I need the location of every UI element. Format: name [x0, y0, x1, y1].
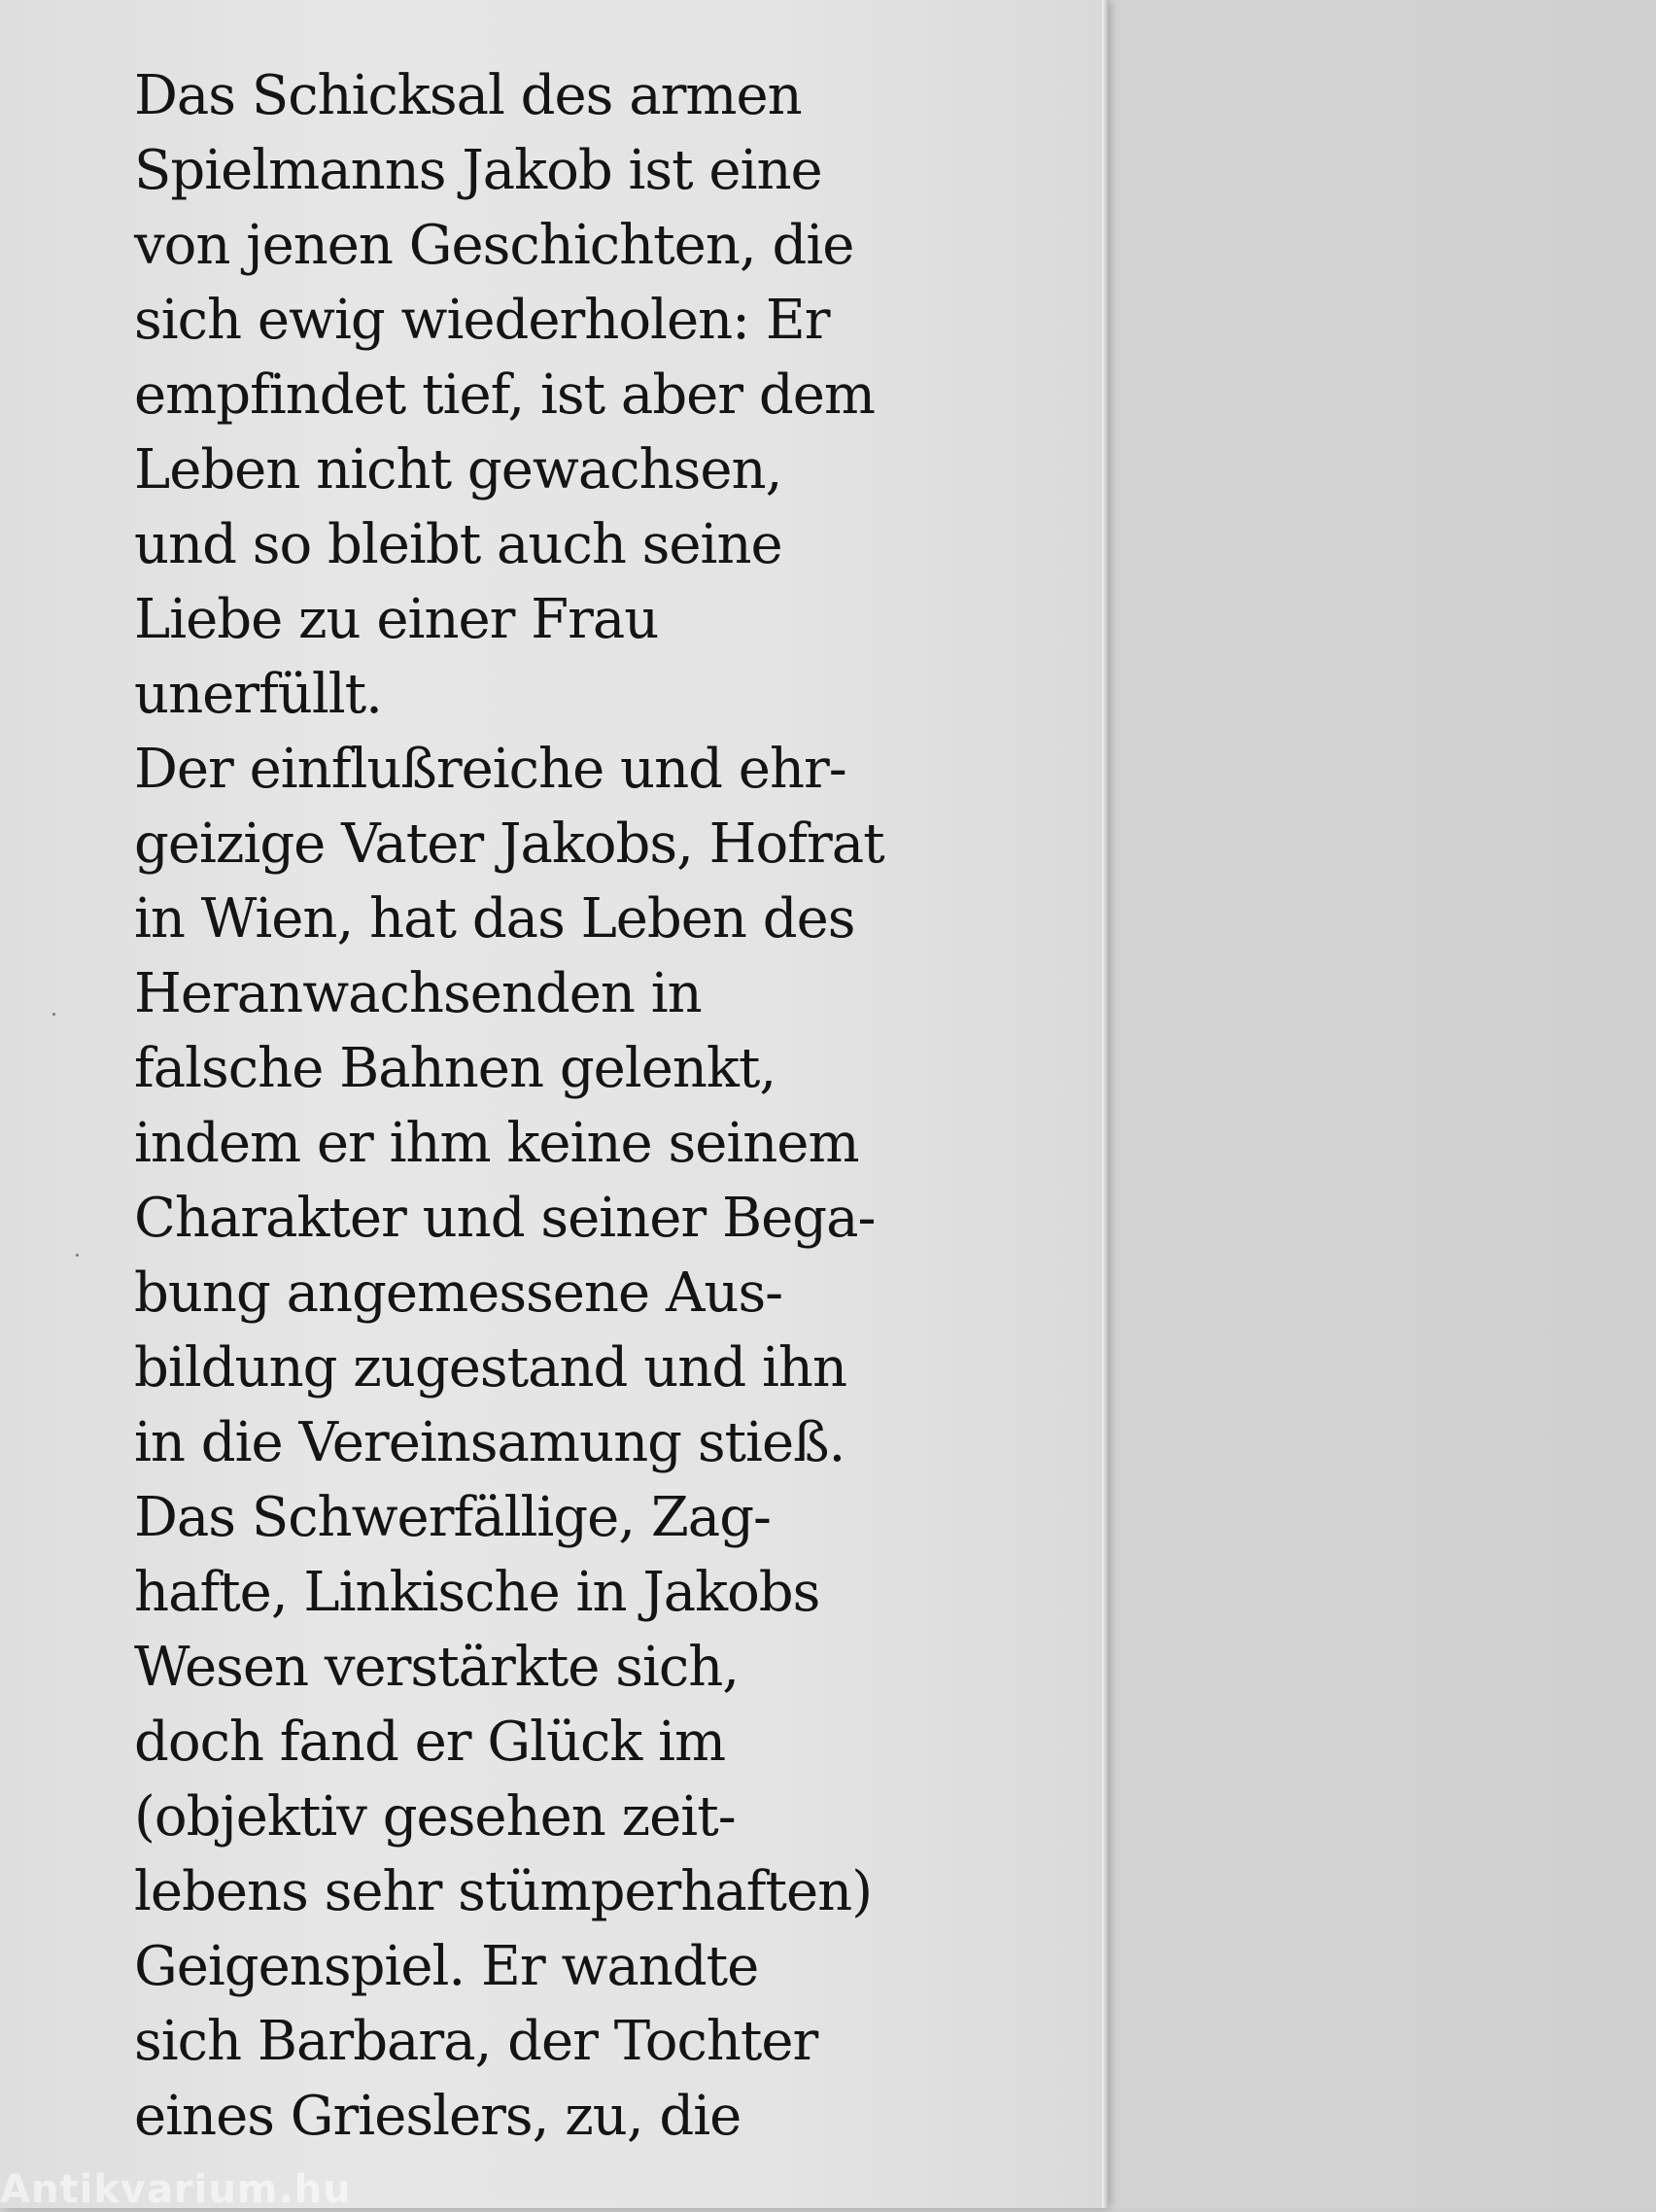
text-line: eines Grieslers, zu, die — [134, 2085, 742, 2148]
paper-speck — [52, 1013, 55, 1016]
text-line: empfindet tief, ist aber dem — [134, 363, 875, 427]
text-line: und so bleibt auch seine — [134, 513, 782, 576]
watermark: Antikvarium.hu — [0, 2167, 352, 2212]
text-line: Geigenspiel. Er wandte — [134, 1935, 759, 1998]
text-line: bildung zugestand und ihn — [134, 1336, 847, 1400]
text-line: lebens sehr stümperhaften) — [134, 1860, 873, 1923]
text-line: falsche Bahnen gelenkt, — [134, 1037, 776, 1100]
text-line: Der einflußreiche und ehr- — [134, 738, 846, 801]
text-line: in die Vereinsamung stieß. — [134, 1411, 845, 1474]
text-line: Wesen verstärkte sich, — [134, 1636, 740, 1699]
text-line: bung angemessene Aus- — [134, 1262, 783, 1325]
paper-speck — [76, 1254, 79, 1257]
text-line: in Wien, hat das Leben des — [134, 887, 855, 950]
text-line: Spielmanns Jakob ist eine — [134, 139, 822, 202]
text-line: von jenen Geschichten, die — [134, 214, 854, 277]
text-line: Charakter und seiner Bega- — [134, 1187, 876, 1250]
page-edge — [1102, 0, 1108, 2208]
text-line: sich Barbara, der Tochter — [134, 2010, 818, 2073]
text-line: doch fand er Glück im — [134, 1711, 726, 1774]
page-text-block — [134, 58, 1096, 2154]
text-line: Leben nicht gewachsen, — [134, 438, 782, 501]
text-line: indem er ihm keine seinem — [134, 1112, 859, 1175]
text-line: (objektiv gesehen zeit- — [134, 1785, 736, 1849]
text-line: unerfüllt. — [134, 663, 382, 726]
text-line: sich ewig wiederholen: Er — [134, 289, 830, 352]
text-line: Das Schicksal des armen — [134, 64, 802, 127]
text-line: Liebe zu einer Frau — [134, 588, 659, 651]
text-line: Das Schwerfällige, Zag- — [134, 1486, 771, 1549]
text-line: hafte, Linkische in Jakobs — [134, 1561, 820, 1624]
text-line: Heranwachsenden in — [134, 962, 702, 1025]
text-line: geizige Vater Jakobs, Hofrat — [134, 812, 884, 876]
